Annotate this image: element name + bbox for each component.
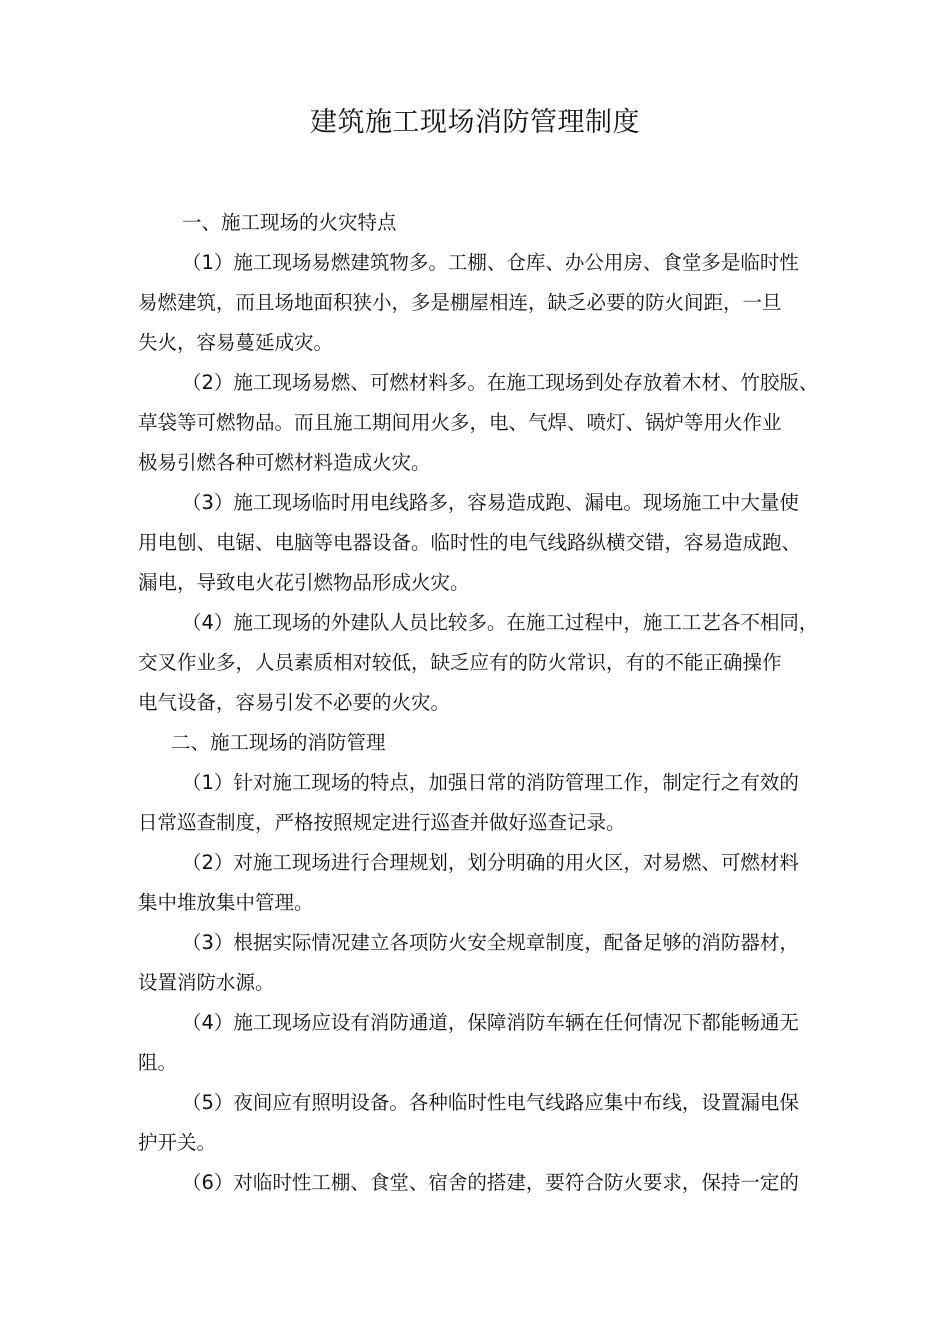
paragraph-line: 易燃建筑，而且场地面积狭小，多是棚屋相连，缺乏必要的防火间距，一旦 xyxy=(138,291,782,314)
paragraph-line: （3）根据实际情况建立各项防火安全规章制度，配备足够的消防器材， xyxy=(182,931,799,954)
paragraph-line: 电气设备，容易引发不必要的火灾。 xyxy=(138,691,451,714)
paragraph-line: （3）施工现场临时用电线路多，容易造成跑、漏电。现场施工中大量使 xyxy=(182,491,799,514)
paragraph-line: 日常巡查制度，严格按照规定进行巡查并做好巡查记录。 xyxy=(138,811,626,834)
paragraph-line: 草袋等可燃物品。而且施工期间用火多，电、气焊、喷灯、锅炉等用火作业 xyxy=(138,411,782,434)
paragraph-line: （1）针对施工现场的特点，加强日常的消防管理工作，制定行之有效的 xyxy=(182,771,799,794)
paragraph-line: （5）夜间应有照明设备。各种临时性电气线路应集中布线，设置漏电保 xyxy=(182,1091,799,1114)
paragraph-line: 集中堆放集中管理。 xyxy=(138,891,314,914)
paragraph-line: （2）施工现场易燃、可燃材料多。在施工现场到处存放着木材、竹胶版、 xyxy=(182,371,819,394)
paragraph-line: （4）施工现场应设有消防通道，保障消防车辆在任何情况下都能畅通无 xyxy=(182,1011,799,1034)
paragraph-line: 漏电，导致电火花引燃物品形成火灾。 xyxy=(138,571,470,594)
document-body xyxy=(138,203,853,1203)
paragraph-line: 阻。 xyxy=(138,1051,178,1074)
paragraph-line: （6）对临时性工棚、食堂、宿舍的搭建，要符合防火要求，保持一定的 xyxy=(182,1171,799,1194)
section-heading-fire-characteristics: 一、施工现场的火灾特点 xyxy=(182,211,397,234)
paragraph-line: （4）施工现场的外建队人员比较多。在施工过程中，施工工艺各不相同， xyxy=(182,611,819,634)
paragraph-line: 失火，容易蔓延成灾。 xyxy=(138,331,334,354)
paragraph-line: （1）施工现场易燃建筑物多。工棚、仓库、办公用房、食堂多是临时性 xyxy=(182,251,799,274)
paragraph-line: 交叉作业多，人员素质相对较低，缺乏应有的防火常识，有的不能正确操作 xyxy=(138,651,782,674)
paragraph-line: 设置消防水源。 xyxy=(138,971,275,994)
paragraph-line: 用电刨、电锯、电脑等电器设备。临时性的电气线路纵横交错，容易造成跑、 xyxy=(138,531,802,554)
paragraph-line: 护开关。 xyxy=(138,1131,217,1154)
document-title: 建筑施工现场消防管理制度 xyxy=(310,107,640,138)
section-heading-fire-management: 二、施工现场的消防管理 xyxy=(171,731,386,754)
paragraph-line: 极易引燃各种可燃材料造成火灾。 xyxy=(138,451,431,474)
paragraph-line: （2）对施工现场进行合理规划，划分明确的用火区，对易燃、可燃材料 xyxy=(182,851,799,874)
